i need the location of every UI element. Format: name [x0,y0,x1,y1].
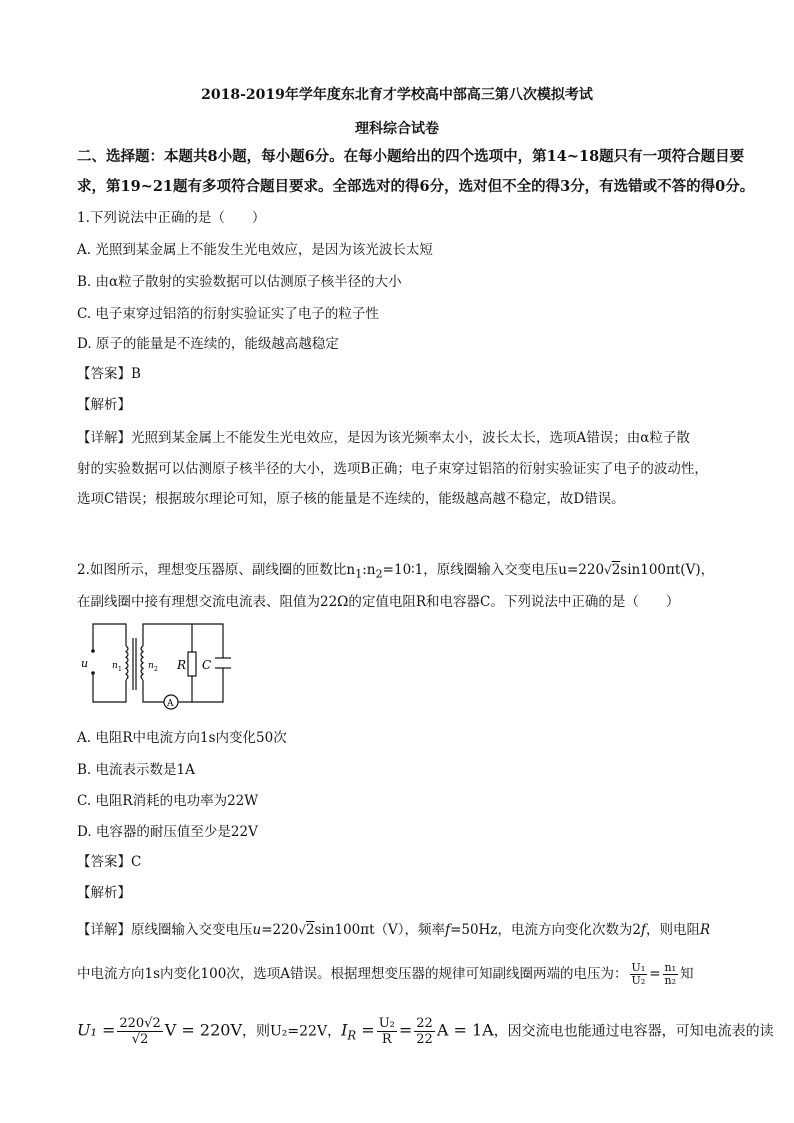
fraction-220sqrt2: $\frac{220√2}{√2}$ [119,1016,161,1047]
formula-eq: = [398,1020,413,1040]
n1-label-sub: 1 [118,666,122,673]
resistor-label: R [177,658,187,672]
detail-text: 中电流方向1s内变化100次，选项A错误。根据理想变压器的规律可知副线圈两端的电压为： [77,966,628,982]
q2-option-c: C. 电阻R消耗的电功率为22W [77,793,259,809]
exam-title: 2018-2019年学年度东北育才学校高中部高三第八次模拟考试 [201,87,593,103]
capacitor-label: C [202,658,212,672]
detail-text: ，则电阻 [646,922,701,938]
formula-ir-sub: R [347,1028,357,1043]
ammeter-label: A [167,699,174,709]
n2-label-sub: 2 [154,666,158,673]
resistor [188,652,196,676]
fraction-22-22: $\frac{22}{22}$ [416,1016,433,1047]
q1-option-b: B. 由α粒子散射的实验数据可以估测原子核半径的大小 [77,274,402,290]
q1-analysis-label: 【解析】 [77,397,131,413]
q2-detail-line1: 【详解】原线圈输入交变电压u=220√2sin100πt（V），频率f=50Hz，电流方向变化次数为2f，则电阻R [77,922,711,938]
secondary-wire-bottom-left [143,680,164,702]
detail-var-u: u [252,922,262,938]
primary-wire-top [93,624,126,651]
terminal-bottom [91,671,95,675]
secondary-wire-top [143,624,223,658]
q2-option-b: B. 电流表示数是1A [77,762,195,778]
q2-n1-sub: 1 [355,567,363,581]
q2-n2-sub: 2 [375,567,383,581]
q2-sqrt: 2 [611,562,621,578]
q1-detail-line3: 选项C错误；根据玻尔理论可知，原子核的能量是不连续的，能级越高越不稳定，故D错误。 [77,491,625,507]
fraction-n1-n2: $\frac{\text{n₁}}{\text{n₂}}$ [664,961,677,987]
detail-text: 知 [680,966,694,982]
q1-option-a: A. 光照到某金属上不能发生光电效应，是因为该光波长太短 [77,242,433,258]
section-instructions-line2: 求，第19~21题有多项符合题目要求。全部选对的得6分，选对但不全的得3分，有选错或不答的得0分。 [77,178,755,195]
q1-option-d: D. 原子的能量是不连续的，能级越高越稳定 [77,336,339,352]
terminal-top [91,649,95,653]
formula-value: V = 220V [164,1020,242,1040]
detail-text: =50Hz，电流方向变化次数为2 [450,922,642,938]
q2-stem-text: 2.如图所示，理想变压器原、副线圈的匝数比n [77,562,356,578]
q2-option-d: D. 电容器的耐压值至少是22V [77,824,258,840]
q1-detail-line1: 【详解】光照到某金属上不能发生光电效应，是因为该光频率太小，波长太长，选项A错误；由α粒子散 [77,430,690,446]
detail-text: ，则U₂=22V， [242,1023,342,1040]
q2-answer: 【答案】C [77,854,142,870]
detail-text: ，因交流电也能通过电容器，可知电流表的读 [493,1023,774,1040]
transformer-circuit-diagram [78,618,238,716]
q1-detail-line2: 射的实验数据可以估测原子核半径的大小，选项B正确；电子束穿过铝箔的衍射实验证实了电子的波动性， [77,461,708,477]
fraction-u1-u2: $\frac{\text{U₁}}{\text{U₂}}$ [631,961,646,987]
q2-detail-line2 [77,962,694,987]
q2-stem-text: :n [362,562,376,578]
q1-option-c: C. 电子束穿过铝箔的衍射实验证实了电子的粒子性 [77,306,379,322]
q2-stem-line2: 在副线圈中接有理想交流电流表、阻值为22Ω的定值电阻R和电容器C。下列说法中正确的是（ ） [77,594,680,610]
secondary-coil [141,646,143,680]
section-instructions-line1: 二、选择题：本题共8小题，每小题6分。在每小题给出的四个选项中，第14~18题只有一项符合题目要 [77,148,745,165]
exam-subtitle: 理科综合试卷 [355,121,439,137]
q1-answer: 【答案】B [77,366,141,382]
q2-option-a: A. 电阻R中电流方向1s内变化50次 [77,730,287,746]
detail-var-f: f [445,922,451,938]
n1-label: n [112,661,118,671]
q2-stem-line1: 2.如图所示，理想变压器原、副线圈的匝数比$n_1:n_2=10∶1$，原线圈输入交变电压u=220√2sin100πt(V)， [77,562,715,581]
q2-stem-text: sin100πt(V)， [620,562,715,578]
detail-text: 【详解】原线圈输入交变电压 [77,922,253,938]
q2-analysis-label: 【解析】 [77,885,131,901]
detail-var-f: f [641,922,647,938]
q2-stem-text: =10∶1，原线圈输入交变电压u=220 [382,562,605,578]
detail-var-R: R [700,922,711,938]
q1-stem: 1.下列说法中正确的是（ ） [77,210,266,226]
formula-eq: = [356,1020,375,1040]
detail-text: sin100πt（V），频率 [314,922,446,938]
formula-ir: I [341,1020,348,1040]
formula-value: A = 1A [436,1020,494,1040]
formula-u1: U₁ = [77,1020,116,1040]
primary-wire-bottom [93,673,126,702]
q2-detail-line3 [77,1016,774,1047]
secondary-wire-bottom-right [178,668,223,702]
n2-label: n [148,661,154,671]
voltage-label: u [81,657,89,670]
fraction-u2-r: $\frac{\text{U₂}}{R}$ [378,1016,395,1047]
detail-text: = [649,966,661,982]
primary-coil [126,646,128,680]
detail-sqrt: 2 [305,922,315,938]
detail-text: =220 [261,922,299,938]
